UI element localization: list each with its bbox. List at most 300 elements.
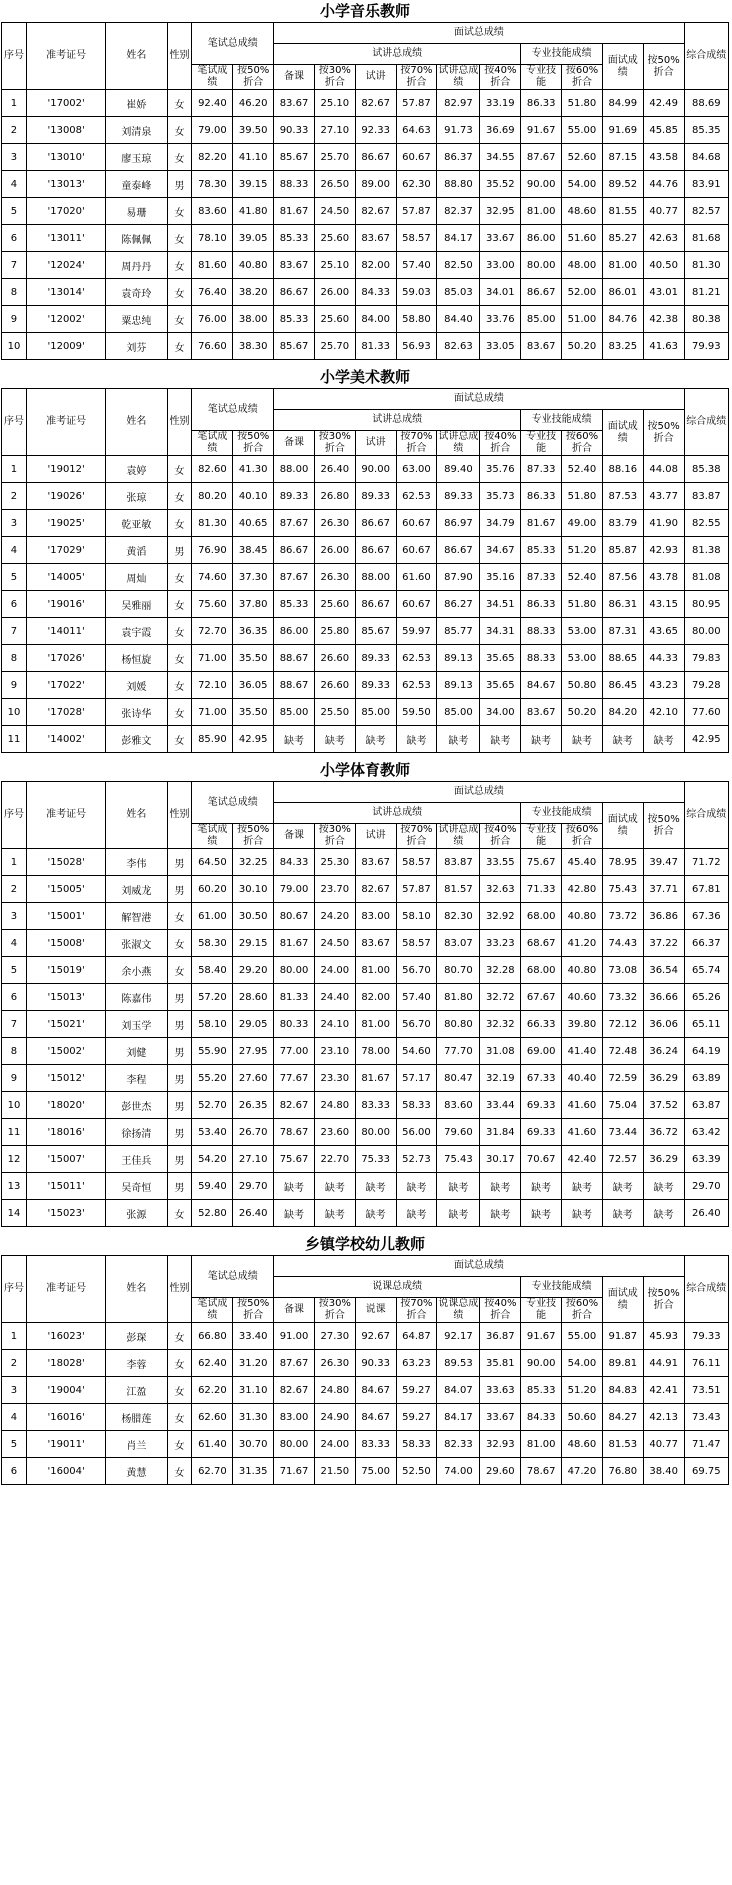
- table-cell: 71.00: [192, 699, 233, 726]
- table-cell: 40.77: [643, 198, 684, 225]
- table-cell: 52.00: [562, 279, 603, 306]
- table-cell: 86.67: [437, 537, 480, 564]
- cell-exam-id: '19012': [26, 456, 105, 483]
- table-cell: 84.17: [437, 1404, 480, 1431]
- table-cell: 67.67: [521, 984, 562, 1011]
- table-cell: 37.30: [233, 564, 274, 591]
- table-cell: 35.73: [480, 483, 521, 510]
- table-cell: 85.67: [274, 144, 315, 171]
- table-cell: 32.32: [480, 1011, 521, 1038]
- table-cell: 54.20: [192, 1146, 233, 1173]
- table-cell: 62.20: [192, 1377, 233, 1404]
- table-cell: 85.00: [437, 699, 480, 726]
- table-cell: 81.53: [602, 1431, 643, 1458]
- header-exam-id: 准考证号: [26, 389, 105, 456]
- table-row: [2, 591, 729, 618]
- cell-sex: 女: [167, 930, 192, 957]
- table-cell: 42.63: [643, 225, 684, 252]
- cell-exam-id: '13011': [26, 225, 105, 252]
- table-cell: 81.60: [192, 252, 233, 279]
- cell-exam-id: '19025': [26, 510, 105, 537]
- table-cell: 26.60: [314, 645, 355, 672]
- table-cell: 23.70: [314, 876, 355, 903]
- table-cell: 86.67: [355, 510, 396, 537]
- cell-exam-id: '13014': [26, 279, 105, 306]
- table-cell: 25.70: [314, 144, 355, 171]
- table-cell: 50.80: [562, 672, 603, 699]
- header-written-total: 笔试总成绩: [192, 389, 274, 431]
- table-cell: 35.50: [233, 699, 274, 726]
- table-cell: 84.07: [437, 1377, 480, 1404]
- cell-seq: 10: [2, 699, 27, 726]
- table-cell: 81.00: [521, 1431, 562, 1458]
- cell-exam-id: '16016': [26, 1404, 105, 1431]
- table-cell: 86.67: [274, 279, 315, 306]
- header-lecture-40: 按40%折合: [480, 824, 521, 849]
- cell-overall: 88.69: [684, 90, 728, 117]
- cell-sex: 女: [167, 510, 192, 537]
- table-cell: 59.27: [396, 1377, 437, 1404]
- table-cell: 35.52: [480, 171, 521, 198]
- cell-seq: 6: [2, 225, 27, 252]
- table-cell: 72.57: [602, 1146, 643, 1173]
- table-cell: 90.00: [355, 456, 396, 483]
- table-cell: 40.60: [562, 984, 603, 1011]
- cell-exam-id: '15013': [26, 984, 105, 1011]
- table-cell: 80.20: [192, 483, 233, 510]
- cell-sex: 女: [167, 672, 192, 699]
- header-prep-30: 按30%折合: [314, 1298, 355, 1323]
- cell-name: 张淑文: [106, 930, 167, 957]
- cell-name: 李蓉: [106, 1350, 167, 1377]
- table-cell: 42.40: [562, 1146, 603, 1173]
- cell-sex: 女: [167, 1404, 192, 1431]
- table-cell: 41.80: [233, 198, 274, 225]
- table-cell: 86.33: [521, 483, 562, 510]
- table-row: [2, 144, 729, 171]
- table-cell: 31.10: [233, 1377, 274, 1404]
- header-prep: 备课: [274, 1298, 315, 1323]
- table-cell: 88.65: [602, 645, 643, 672]
- header-skill-total: 专业技能成绩: [521, 1277, 603, 1298]
- cell-sex: 女: [167, 306, 192, 333]
- cell-sex: 男: [167, 849, 192, 876]
- cell-exam-id: '19011': [26, 1431, 105, 1458]
- table-cell: 43.15: [643, 591, 684, 618]
- table-cell: 82.97: [437, 90, 480, 117]
- table-cell: 缺考: [521, 1173, 562, 1200]
- table-cell: 40.10: [233, 483, 274, 510]
- table-cell: 60.67: [396, 144, 437, 171]
- cell-sex: 男: [167, 1146, 192, 1173]
- table-cell: 90.00: [521, 1350, 562, 1377]
- table-cell: 87.33: [521, 456, 562, 483]
- cell-name: 徐扬清: [106, 1119, 167, 1146]
- table-cell: 81.00: [355, 1011, 396, 1038]
- cell-sex: 女: [167, 1350, 192, 1377]
- table-cell: 40.50: [643, 252, 684, 279]
- header-lecture: 试讲: [355, 65, 396, 90]
- table-cell: 85.67: [274, 333, 315, 360]
- table-cell: 26.50: [314, 171, 355, 198]
- table-cell: 82.30: [437, 903, 480, 930]
- cell-seq: 5: [2, 198, 27, 225]
- header-skill-60: 按60%折合: [562, 65, 603, 90]
- table-cell: 87.31: [602, 618, 643, 645]
- section-title: 小学音乐教师: [319, 2, 410, 20]
- table-cell: 66.33: [521, 1011, 562, 1038]
- table-cell: 84.67: [521, 672, 562, 699]
- table-cell: 89.53: [437, 1350, 480, 1377]
- table-cell: 58.10: [396, 903, 437, 930]
- table-cell: 缺考: [437, 726, 480, 753]
- cell-seq: 2: [2, 483, 27, 510]
- table-cell: 35.50: [233, 645, 274, 672]
- table-cell: 62.53: [396, 483, 437, 510]
- cell-overall: 71.72: [684, 849, 728, 876]
- table-cell: 36.24: [643, 1038, 684, 1065]
- table-cell: 39.47: [643, 849, 684, 876]
- table-cell: 59.03: [396, 279, 437, 306]
- table-cell: 24.00: [314, 1431, 355, 1458]
- table-cell: 79.00: [274, 876, 315, 903]
- table-cell: 85.33: [274, 591, 315, 618]
- table-cell: 22.70: [314, 1146, 355, 1173]
- cell-name: 王佳兵: [106, 1146, 167, 1173]
- table-cell: 缺考: [355, 1200, 396, 1227]
- table-row: [2, 537, 729, 564]
- table-cell: 28.60: [233, 984, 274, 1011]
- table-cell: 87.15: [602, 144, 643, 171]
- table-cell: 37.71: [643, 876, 684, 903]
- cell-name: 乾亚敏: [106, 510, 167, 537]
- cell-overall: 73.43: [684, 1404, 728, 1431]
- table-row: [2, 252, 729, 279]
- table-cell: 91.67: [521, 117, 562, 144]
- cell-sex: 女: [167, 1377, 192, 1404]
- cell-name: 江盈: [106, 1377, 167, 1404]
- table-cell: 81.55: [602, 198, 643, 225]
- table-cell: 缺考: [314, 726, 355, 753]
- table-cell: 缺考: [602, 1173, 643, 1200]
- cell-exam-id: '14002': [26, 726, 105, 753]
- header-lecture-total: 试讲总成绩: [274, 803, 521, 824]
- table-cell: 87.90: [437, 564, 480, 591]
- table-cell: 52.73: [396, 1146, 437, 1173]
- table-cell: 68.00: [521, 957, 562, 984]
- cell-overall: 69.75: [684, 1458, 728, 1485]
- table-cell: 75.43: [437, 1146, 480, 1173]
- table-cell: 32.95: [480, 198, 521, 225]
- table-cell: 33.67: [480, 1404, 521, 1431]
- header-exam-id: 准考证号: [26, 1256, 105, 1323]
- cell-overall: 85.35: [684, 117, 728, 144]
- table-cell: 27.10: [233, 1146, 274, 1173]
- table-cell: 78.67: [274, 1119, 315, 1146]
- header-written-total: 笔试总成绩: [192, 23, 274, 65]
- table-cell: 80.47: [437, 1065, 480, 1092]
- table-cell: 88.00: [274, 456, 315, 483]
- table-cell: 87.33: [521, 564, 562, 591]
- cell-seq: 4: [2, 1404, 27, 1431]
- table-cell: 88.33: [274, 171, 315, 198]
- table-cell: 85.33: [521, 537, 562, 564]
- table-cell: 80.33: [274, 1011, 315, 1038]
- table-cell: 87.67: [521, 144, 562, 171]
- cell-name: 张源: [106, 1200, 167, 1227]
- table-cell: 91.67: [521, 1323, 562, 1350]
- table-cell: 50.60: [562, 1404, 603, 1431]
- table-cell: 76.90: [192, 537, 233, 564]
- table-cell: 92.17: [437, 1323, 480, 1350]
- table-cell: 45.93: [643, 1323, 684, 1350]
- header-written-total: 笔试总成绩: [192, 1256, 274, 1298]
- table-cell: 缺考: [480, 726, 521, 753]
- table-cell: 25.10: [314, 90, 355, 117]
- cell-sex: 男: [167, 1011, 192, 1038]
- header-seq: 序号: [2, 389, 27, 456]
- table-cell: 40.80: [562, 903, 603, 930]
- table-cell: 34.00: [480, 699, 521, 726]
- cell-exam-id: '14011': [26, 618, 105, 645]
- cell-exam-id: '17002': [26, 90, 105, 117]
- table-cell: 57.17: [396, 1065, 437, 1092]
- score-table: [1, 22, 729, 360]
- cell-name: 周灿: [106, 564, 167, 591]
- cell-sex: 男: [167, 984, 192, 1011]
- cell-name: 廖玉琼: [106, 144, 167, 171]
- cell-overall: 79.83: [684, 645, 728, 672]
- cell-exam-id: '15008': [26, 930, 105, 957]
- cell-exam-id: '15005': [26, 876, 105, 903]
- cell-exam-id: '12024': [26, 252, 105, 279]
- cell-sex: 男: [167, 171, 192, 198]
- cell-seq: 9: [2, 306, 27, 333]
- table-cell: 72.70: [192, 618, 233, 645]
- section-title: 小学美术教师: [319, 368, 410, 386]
- table-cell: 36.86: [643, 903, 684, 930]
- cell-sex: 女: [167, 198, 192, 225]
- header-lecture-sum: 试讲总成绩: [438, 431, 479, 454]
- table-cell: 58.80: [396, 306, 437, 333]
- header-lecture-70: 按70%折合: [396, 65, 437, 90]
- table-cell: 88.16: [602, 456, 643, 483]
- table-cell: 86.67: [355, 591, 396, 618]
- table-cell: 83.67: [274, 90, 315, 117]
- header-lecture-total: 试讲总成绩: [274, 44, 521, 65]
- cell-seq: 2: [2, 1350, 27, 1377]
- table-row: [2, 1119, 729, 1146]
- table-cell: 72.48: [602, 1038, 643, 1065]
- header-overall: 综合成绩: [684, 1256, 728, 1323]
- table-row: [2, 1377, 729, 1404]
- header-sex: 性别: [167, 782, 192, 849]
- cell-seq: 3: [2, 510, 27, 537]
- cell-name: 彭琛: [106, 1323, 167, 1350]
- table-cell: 42.38: [643, 306, 684, 333]
- table-cell: 85.87: [602, 537, 643, 564]
- cell-seq: 3: [2, 903, 27, 930]
- header-skill: 专业技能: [521, 65, 562, 90]
- header-skill: 专业技能: [521, 1298, 562, 1323]
- table-row: [2, 618, 729, 645]
- cell-sex: 女: [167, 225, 192, 252]
- cell-sex: 女: [167, 1323, 192, 1350]
- table-row: [2, 279, 729, 306]
- table-cell: 24.00: [314, 957, 355, 984]
- table-cell: 40.80: [562, 957, 603, 984]
- table-row: [2, 1431, 729, 1458]
- table-cell: 26.60: [314, 672, 355, 699]
- header-prep: 备课: [274, 65, 315, 90]
- cell-overall: 63.89: [684, 1065, 728, 1092]
- table-cell: 48.00: [562, 252, 603, 279]
- table-cell: 83.00: [274, 1404, 315, 1431]
- cell-overall: 84.68: [684, 144, 728, 171]
- table-cell: 30.10: [233, 876, 274, 903]
- cell-name: 彭世杰: [106, 1092, 167, 1119]
- cell-seq: 11: [2, 1119, 27, 1146]
- header-interview-total: 面试总成绩: [274, 1256, 684, 1277]
- table-cell: 91.69: [602, 117, 643, 144]
- table-cell: 59.97: [396, 618, 437, 645]
- table-cell: 82.00: [355, 252, 396, 279]
- header-sex: 性别: [167, 389, 192, 456]
- table-cell: 61.00: [192, 903, 233, 930]
- cell-exam-id: '18016': [26, 1119, 105, 1146]
- table-cell: 51.80: [562, 483, 603, 510]
- table-cell: 29.20: [233, 957, 274, 984]
- header-prep-30: 按30%折合: [314, 431, 355, 456]
- table-cell: 51.20: [562, 537, 603, 564]
- table-cell: 75.04: [602, 1092, 643, 1119]
- header-skill-60: 按60%折合: [562, 431, 603, 456]
- table-cell: 81.67: [521, 510, 562, 537]
- table-cell: 60.67: [396, 537, 437, 564]
- section-title: 小学体育教师: [319, 761, 410, 779]
- table-cell: 43.65: [643, 618, 684, 645]
- table-cell: 缺考: [396, 1173, 437, 1200]
- table-cell: 85.00: [274, 699, 315, 726]
- table-cell: 25.70: [314, 333, 355, 360]
- table-cell: 91.87: [602, 1323, 643, 1350]
- table-cell: 24.40: [314, 984, 355, 1011]
- cell-name: 易珊: [106, 198, 167, 225]
- cell-seq: 10: [2, 333, 27, 360]
- table-cell: 75.67: [274, 1146, 315, 1173]
- table-cell: 缺考: [602, 1200, 643, 1227]
- table-cell: 85.00: [355, 699, 396, 726]
- table-cell: 41.60: [562, 1092, 603, 1119]
- table-cell: 56.70: [396, 1011, 437, 1038]
- table-cell: 26.30: [314, 1350, 355, 1377]
- table-cell: 90.00: [521, 171, 562, 198]
- table-cell: 84.67: [355, 1377, 396, 1404]
- table-cell: 71.00: [192, 645, 233, 672]
- table-cell: 缺考: [355, 1173, 396, 1200]
- table-cell: 73.72: [602, 903, 643, 930]
- header-lecture: 试讲: [355, 824, 396, 849]
- table-cell: 86.31: [602, 591, 643, 618]
- table-row: [2, 849, 729, 876]
- table-cell: 80.80: [437, 1011, 480, 1038]
- header-written: 笔试成绩: [192, 824, 233, 849]
- table-cell: 84.33: [521, 1404, 562, 1431]
- table-cell: 25.80: [314, 618, 355, 645]
- table-cell: 26.30: [314, 510, 355, 537]
- table-cell: 92.67: [355, 1323, 396, 1350]
- score-table: [1, 781, 729, 1227]
- table-cell: 38.00: [233, 306, 274, 333]
- table-cell: 41.63: [643, 333, 684, 360]
- table-cell: 72.10: [192, 672, 233, 699]
- table-cell: 89.33: [437, 483, 480, 510]
- table-cell: 85.67: [355, 618, 396, 645]
- score-section: [1, 360, 729, 753]
- table-cell: 30.50: [233, 903, 274, 930]
- cell-seq: 3: [2, 1377, 27, 1404]
- table-cell: 80.00: [521, 252, 562, 279]
- table-cell: 缺考: [274, 1200, 315, 1227]
- table-cell: 78.30: [192, 171, 233, 198]
- table-cell: 缺考: [643, 1200, 684, 1227]
- table-cell: 27.10: [314, 117, 355, 144]
- score-table: [1, 388, 729, 753]
- table-cell: 84.40: [437, 306, 480, 333]
- table-cell: 84.17: [437, 225, 480, 252]
- table-row: [2, 1173, 729, 1200]
- table-cell: 缺考: [274, 726, 315, 753]
- cell-sex: 女: [167, 117, 192, 144]
- table-cell: 64.87: [396, 1323, 437, 1350]
- table-cell: 59.27: [396, 1404, 437, 1431]
- table-cell: 36.29: [643, 1146, 684, 1173]
- cell-sex: 女: [167, 90, 192, 117]
- cell-exam-id: '19004': [26, 1377, 105, 1404]
- cell-exam-id: '18028': [26, 1350, 105, 1377]
- header-lecture-sum: 试讲总成绩: [438, 65, 479, 88]
- table-cell: 81.67: [274, 198, 315, 225]
- table-cell: 59.50: [396, 699, 437, 726]
- table-cell: 40.80: [233, 252, 274, 279]
- table-cell: 41.60: [562, 1119, 603, 1146]
- table-cell: 73.44: [602, 1119, 643, 1146]
- cell-overall: 65.26: [684, 984, 728, 1011]
- section-title: 乡镇学校幼儿教师: [304, 1235, 425, 1253]
- table-cell: 25.60: [314, 306, 355, 333]
- table-cell: 39.80: [562, 1011, 603, 1038]
- table-cell: 31.35: [233, 1458, 274, 1485]
- table-row: [2, 930, 729, 957]
- table-cell: 36.35: [233, 618, 274, 645]
- table-cell: 45.40: [562, 849, 603, 876]
- table-cell: 67.33: [521, 1065, 562, 1092]
- table-row: [2, 1146, 729, 1173]
- table-cell: 82.37: [437, 198, 480, 225]
- table-cell: 86.67: [355, 144, 396, 171]
- table-cell: 75.43: [602, 876, 643, 903]
- cell-name: 杨腊莲: [106, 1404, 167, 1431]
- cell-sex: 女: [167, 699, 192, 726]
- cell-exam-id: '15012': [26, 1065, 105, 1092]
- table-row: [2, 564, 729, 591]
- table-cell: 69.33: [521, 1119, 562, 1146]
- cell-sex: 女: [167, 1431, 192, 1458]
- table-cell: 39.50: [233, 117, 274, 144]
- table-cell: 83.25: [602, 333, 643, 360]
- table-cell: 51.00: [562, 306, 603, 333]
- cell-overall: 83.91: [684, 171, 728, 198]
